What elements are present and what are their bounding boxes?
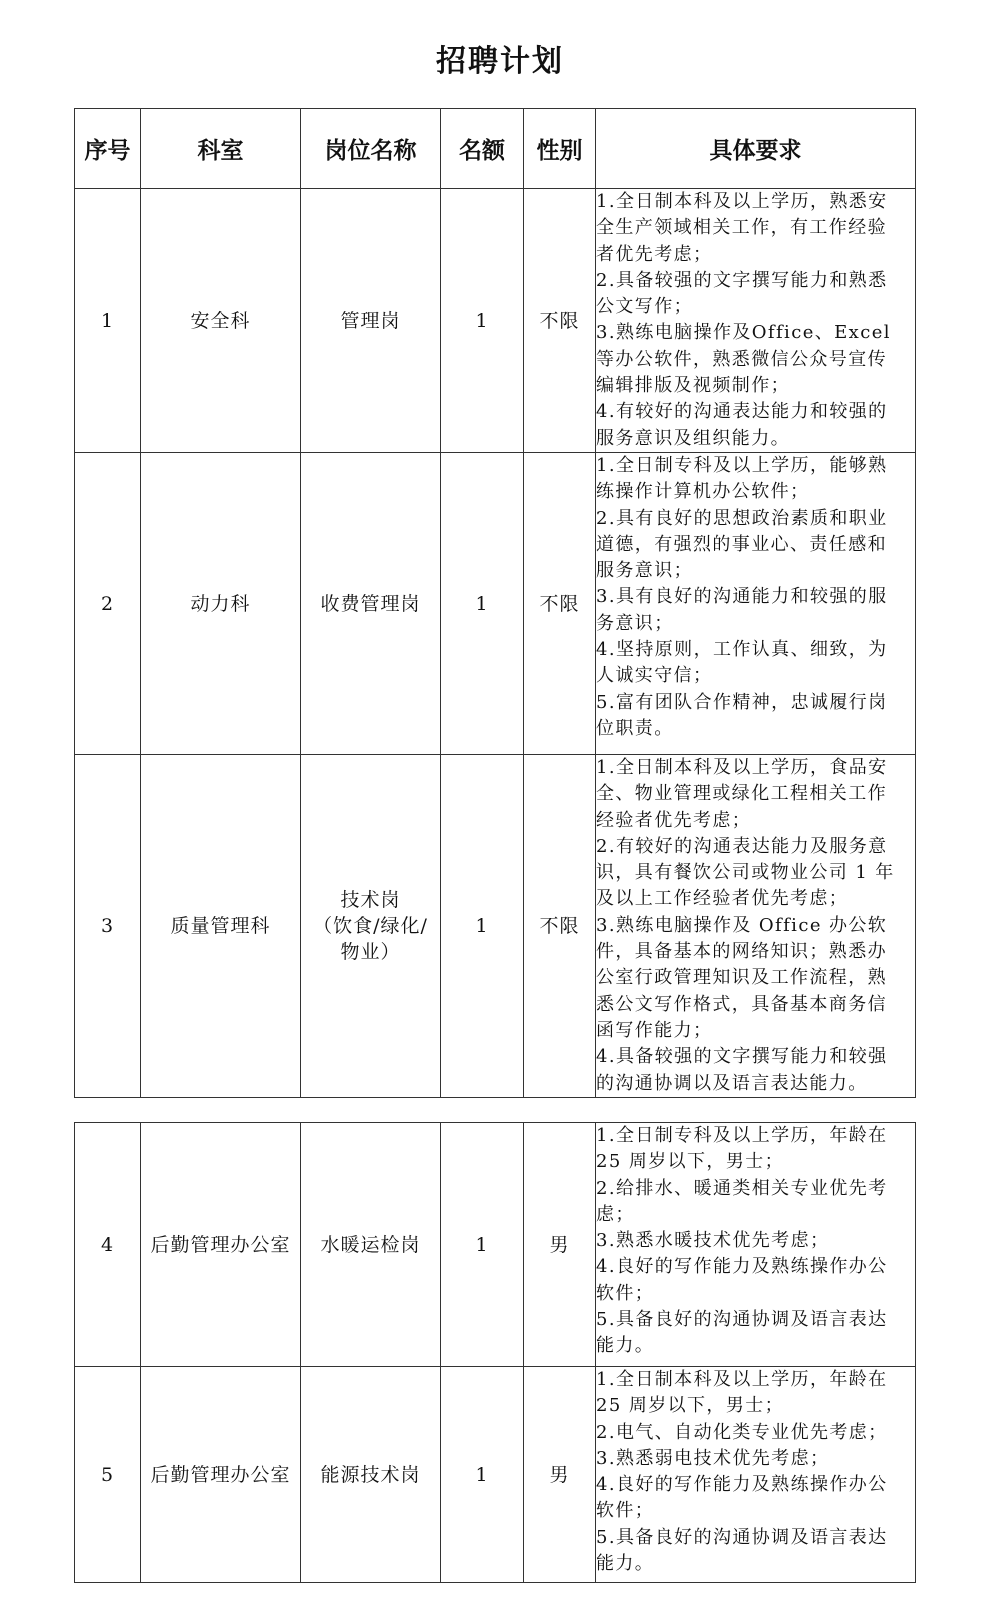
requirement-line: 3.熟悉弱电技术优先考虑； <box>596 1447 830 1469</box>
header-quota: 名额 <box>441 109 524 189</box>
requirement-line: 服务意识； <box>596 560 693 582</box>
requirement-line: 公室行政管理知识及工作流程，熟 <box>596 967 887 989</box>
requirement-line: 3.熟练电脑操作及Office、Excel <box>596 322 891 344</box>
position-line: 技术岗 <box>340 888 401 911</box>
row-gender: 不限 <box>524 453 596 755</box>
recruitment-table <box>74 108 916 1098</box>
requirement-line: 公文写作； <box>596 296 693 318</box>
row-position <box>301 453 441 755</box>
row-quota: 1 <box>441 1367 524 1583</box>
position-line: （饮食/绿化/ <box>313 914 428 937</box>
requirement-line: 1.全日制本科及以上学历，熟悉安 <box>596 191 888 212</box>
requirement-line: 2.电气、自动化类专业优先考虑； <box>596 1421 888 1443</box>
row-no: 4 <box>75 1123 141 1367</box>
header-requirements: 具体要求 <box>596 109 916 189</box>
row-no: 2 <box>75 453 141 755</box>
row-position <box>301 189 441 453</box>
requirement-line: 能力。 <box>596 1553 655 1575</box>
requirement-line: 3.熟悉水暖技术优先考虑； <box>596 1230 830 1252</box>
header-no: 序号 <box>75 109 141 189</box>
position-line: 物业） <box>340 940 401 963</box>
requirement-line: 识，具有餐饮公司或物业公司 1 年 <box>596 862 895 884</box>
row-no: 5 <box>75 1367 141 1583</box>
requirement-line: 5.具备良好的沟通协调及语言表达 <box>596 1526 888 1548</box>
table-row <box>75 189 916 453</box>
requirement-line: 2.有较好的沟通表达能力及服务意 <box>596 835 888 857</box>
row-quota: 1 <box>441 453 524 755</box>
table-row <box>75 1123 916 1367</box>
row-dept: 后勤管理办公室 <box>141 1367 301 1583</box>
requirement-line: 道德，有强烈的事业心、责任感和 <box>596 533 887 555</box>
requirement-line: 函写作能力； <box>596 1019 713 1041</box>
row-requirements <box>596 1367 916 1583</box>
row-position <box>301 755 441 1098</box>
row-requirements <box>596 755 916 1098</box>
requirement-line: 服务意识及组织能力。 <box>596 427 790 449</box>
requirement-line: 者优先考虑； <box>596 243 713 265</box>
requirement-line: 人诚实守信； <box>596 665 713 687</box>
header-position: 岗位名称 <box>301 109 441 189</box>
requirement-line: 5.富有团队合作精神，忠诚履行岗 <box>596 691 888 713</box>
requirement-line: 件，具备基本的网络知识；熟悉办 <box>596 941 887 963</box>
requirement-line: 全、物业管理或绿化工程相关工作 <box>596 783 887 805</box>
page-title: 招聘计划 <box>436 44 564 79</box>
row-gender: 不限 <box>524 189 596 453</box>
row-no: 3 <box>75 755 141 1098</box>
requirement-line: 软件； <box>596 1282 655 1304</box>
row-quota: 1 <box>441 189 524 453</box>
row-position <box>301 1123 441 1367</box>
requirement-line: 3.具有良好的沟通能力和较强的服 <box>596 586 888 608</box>
row-dept: 安全科 <box>141 189 301 453</box>
row-dept: 动力科 <box>141 453 301 755</box>
requirement-line: 5.具备良好的沟通协调及语言表达 <box>596 1309 888 1331</box>
requirement-line: 编辑排版及视频制作； <box>596 375 790 397</box>
table-row <box>75 755 916 1098</box>
requirement-line: 4.坚持原则，工作认真、细致，为 <box>596 639 888 661</box>
requirement-line: 软件； <box>596 1500 655 1522</box>
position-line: 收费管理岗 <box>320 592 421 615</box>
requirement-line: 务意识； <box>596 612 674 634</box>
table-row <box>75 453 916 755</box>
requirement-line: 1.全日制本科及以上学历，年龄在 <box>596 1369 888 1390</box>
requirement-line: 2.具有良好的思想政治素质和职业 <box>596 507 888 529</box>
requirement-line: 3.熟练电脑操作及 Office 办公软 <box>596 914 888 936</box>
header-dept: 科室 <box>141 109 301 189</box>
requirement-line: 悉公文写作格式，具备基本商务信 <box>596 993 887 1015</box>
requirement-line: 1.全日制专科及以上学历，年龄在 <box>596 1125 888 1146</box>
row-dept: 后勤管理办公室 <box>141 1123 301 1367</box>
row-requirements <box>596 1123 916 1367</box>
requirement-line: 练操作计算机办公软件； <box>596 481 810 503</box>
row-requirements <box>596 189 916 453</box>
requirement-line: 虑； <box>596 1203 635 1225</box>
row-quota: 1 <box>441 755 524 1098</box>
requirement-line: 位职责。 <box>596 717 674 739</box>
requirement-line: 25 周岁以下，男士； <box>596 1395 785 1417</box>
requirement-line: 等办公软件，熟悉微信公众号宣传 <box>596 348 887 370</box>
row-gender: 男 <box>524 1367 596 1583</box>
requirement-line: 能力。 <box>596 1335 655 1357</box>
requirement-line: 全生产领域相关工作，有工作经验 <box>596 217 887 239</box>
requirement-line: 25 周岁以下，男士； <box>596 1151 785 1173</box>
requirement-line: 1.全日制本科及以上学历，食品安 <box>596 757 888 778</box>
requirement-line: 2.具备较强的文字撰写能力和熟悉 <box>596 269 888 291</box>
row-requirements <box>596 453 916 755</box>
table-row <box>75 1367 916 1583</box>
row-no: 1 <box>75 189 141 453</box>
row-dept: 质量管理科 <box>141 755 301 1098</box>
position-line: 管理岗 <box>340 309 401 332</box>
header-gender: 性别 <box>524 109 596 189</box>
row-gender: 男 <box>524 1123 596 1367</box>
requirement-line: 1.全日制专科及以上学历，能够熟 <box>596 455 888 476</box>
requirement-line: 4.良好的写作能力及熟练操作办公 <box>596 1474 888 1496</box>
position-line: 水暖运检岗 <box>320 1233 421 1256</box>
table-header-row <box>75 109 916 189</box>
row-quota: 1 <box>441 1123 524 1367</box>
recruitment-table-continued <box>74 1122 916 1583</box>
requirement-line: 经验者优先考虑； <box>596 809 752 831</box>
requirement-line: 4.有较好的沟通表达能力和较强的 <box>596 401 888 423</box>
requirement-line: 2.给排水、暖通类相关专业优先考 <box>596 1177 888 1199</box>
requirement-line: 4.具备较强的文字撰写能力和较强 <box>596 1046 888 1068</box>
row-gender: 不限 <box>524 755 596 1098</box>
requirement-line: 及以上工作经验者优先考虑； <box>596 888 849 910</box>
requirement-line: 的沟通协调以及语言表达能力。 <box>596 1072 868 1094</box>
row-position <box>301 1367 441 1583</box>
requirement-line: 4.良好的写作能力及熟练操作办公 <box>596 1256 888 1278</box>
position-line: 能源技术岗 <box>320 1463 421 1486</box>
